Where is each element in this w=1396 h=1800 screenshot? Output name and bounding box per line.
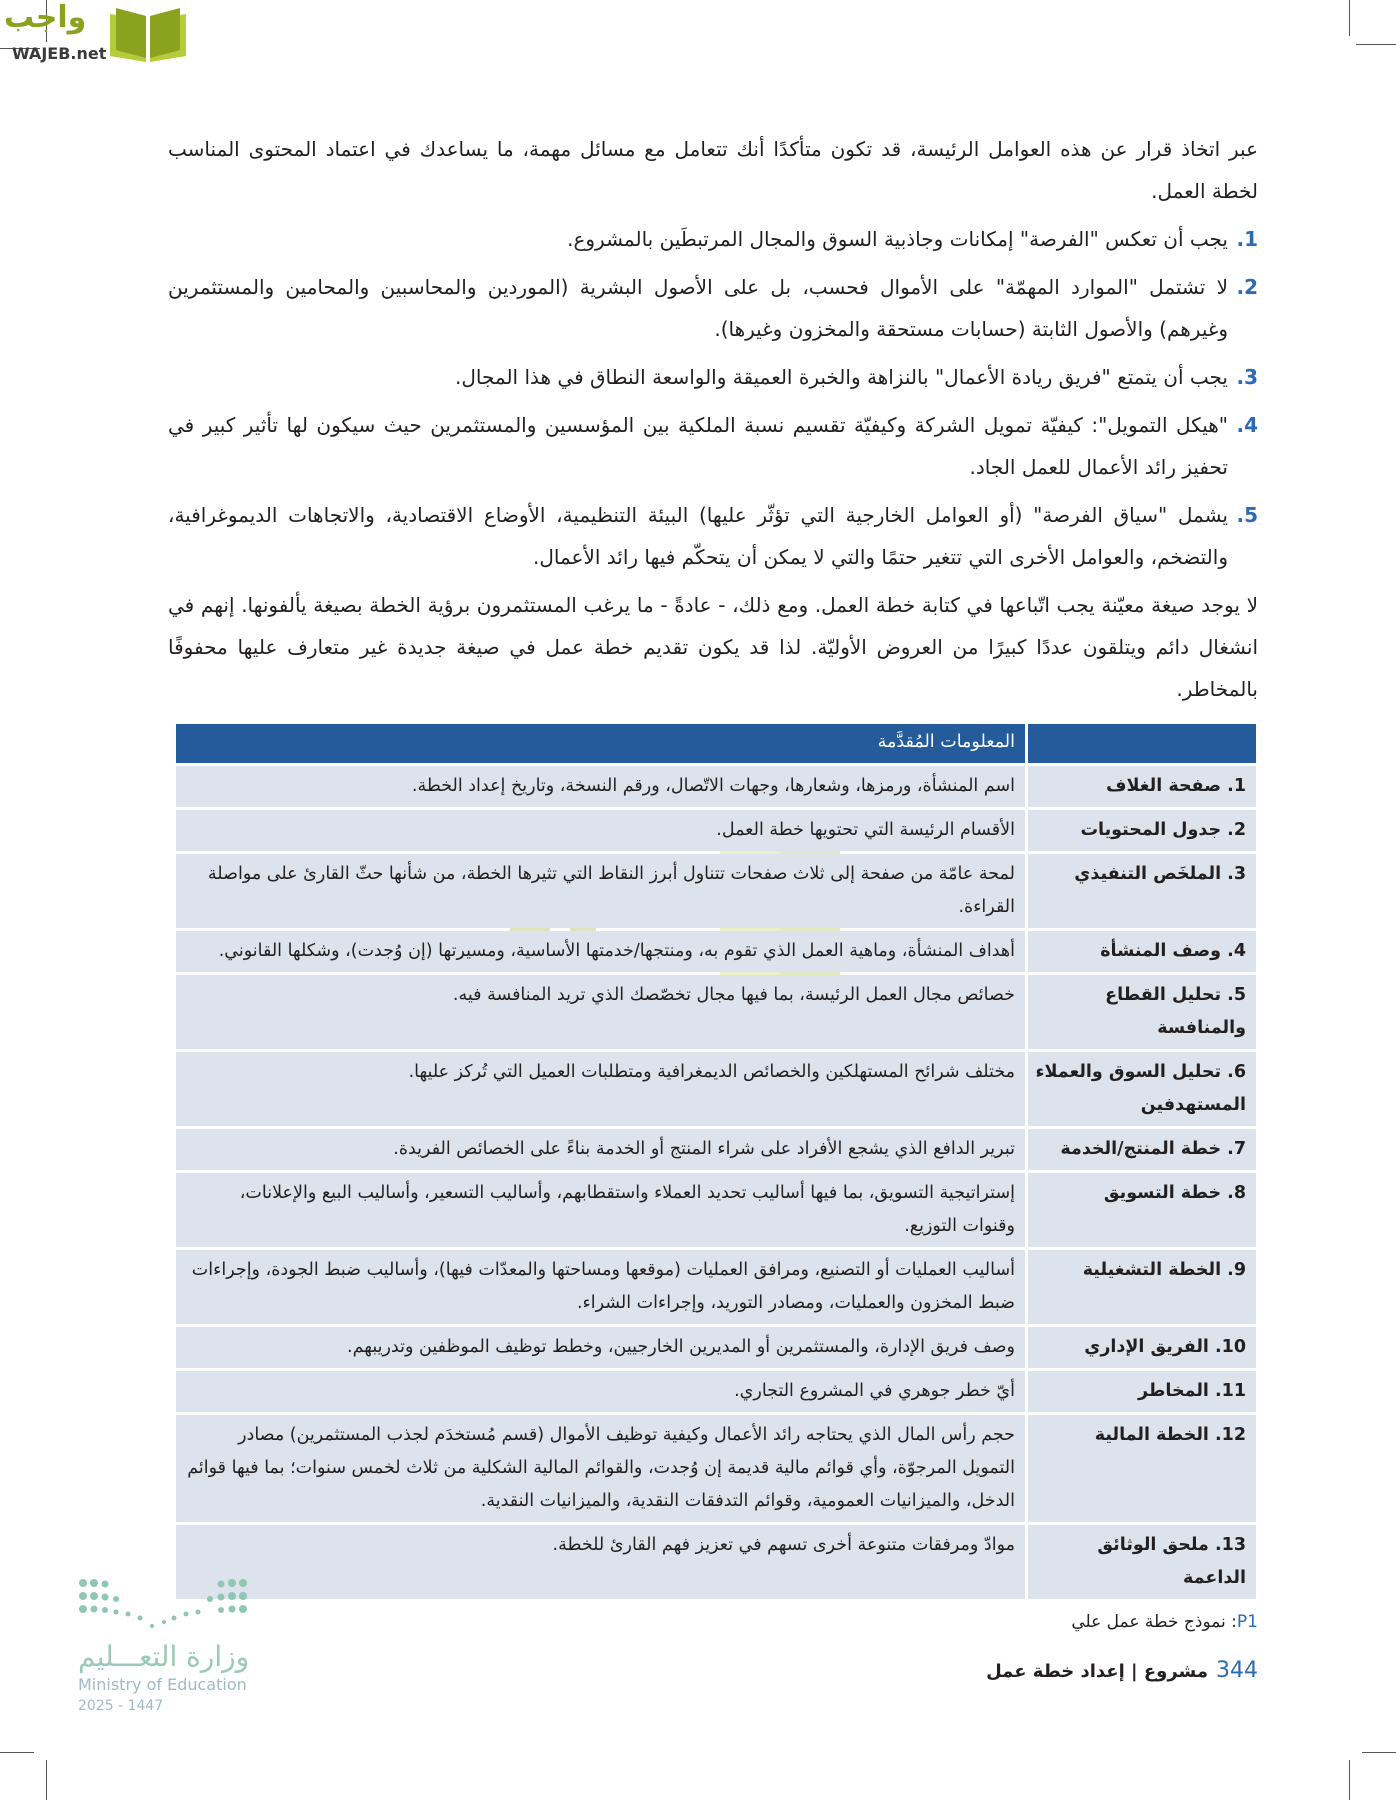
item-text: يشمل "سياق الفرصة" (أو العوامل الخارجية التي تؤثّر عليها) البيئة التنظيمية، الأوضاع الاقتصادية، والاتجاهات الديموغرافية، والتضخم، والعوامل الأخرى التي تتغير حتمًا والتي لا يمكن أن يتحكّم فيها رائد الأعمال. <box>168 503 1228 569</box>
section-description: اسم المنشأة، ورمزها، وشعارها، وجهات الاتّصال، ورقم النسخة، وتاريخ إعداد الخطة. <box>176 766 1025 807</box>
section-description: الأقسام الرئيسة التي تحتويها خطة العمل. <box>176 810 1025 851</box>
list-item <box>168 404 1258 488</box>
section-name: 12. الخطة المالية <box>1028 1415 1256 1522</box>
list-item <box>168 266 1258 350</box>
table-row <box>176 1415 1256 1522</box>
page-footer <box>168 1657 1258 1686</box>
section-name: 4. وصف المنشأة <box>1028 931 1256 972</box>
section-description: حجم رأس المال الذي يحتاجه رائد الأعمال وكيفية توظيف الأموال (قسم مُستخدَم لجذب المستثمرين) مصادر التمويل المرجوّة، وأي قوائم مالية قديمة إن وُجدت، والقوائم المالية الشكلية من ثلاث لخمس سنوات؛ بما فيها قوائم الدخل، والميزانيات العمومية، وقوائم التدفقات النقدية، والميزانيات النقدية. <box>176 1415 1025 1522</box>
section-name: 6. تحليل السوق والعملاء المستهدفين <box>1028 1052 1256 1126</box>
page-flow <box>168 128 1258 1686</box>
caption-id: P1 <box>1236 1612 1258 1632</box>
table-header <box>176 724 1256 763</box>
table-caption <box>168 1609 1258 1635</box>
list-item <box>168 356 1258 398</box>
footer-text: مشروع | إعداد خطة عمل <box>986 1661 1208 1682</box>
table-row <box>176 1052 1256 1126</box>
ministry-logo <box>78 1578 258 1716</box>
business-plan-table <box>176 724 1256 1599</box>
list-item <box>168 494 1258 578</box>
table-row <box>176 975 1256 1049</box>
table-row <box>176 1327 1256 1368</box>
table-row <box>176 931 1256 972</box>
crop-mark <box>1362 1752 1396 1753</box>
section-description: لمحة عامّة من صفحة إلى ثلاث صفحات تتناول أبرز النقاط التي تثيرها الخطة، من شأنها حثّ القارئ على مواصلة القراءة. <box>176 854 1025 928</box>
table-row <box>176 766 1256 807</box>
section-name: 13. ملحق الوثائق الداعمة <box>1028 1525 1256 1599</box>
main-content <box>168 128 1258 710</box>
header-label <box>1028 724 1256 763</box>
crop-mark <box>1356 44 1396 45</box>
book-icon <box>106 4 190 64</box>
caption-text: : نموذج خطة عمل علي <box>1071 1612 1237 1632</box>
section-description: موادّ ومرفقات متنوعة أخرى تسهم في تعزيز فهم القارئ للخطة. <box>176 1525 1025 1599</box>
section-name: 10. الفريق الإداري <box>1028 1327 1256 1368</box>
item-number: 2. <box>1236 275 1258 299</box>
section-description: تبرير الدافع الذي يشجع الأفراد على شراء المنتج أو الخدمة بناءً على الخصائص الفريدة. <box>176 1129 1025 1170</box>
format-paragraph: لا يوجد صيغة معيّنة يجب اتّباعها في كتابة خطة العمل. ومع ذلك، - عادةً - ما يرغب المستثمرون برؤية الخطة بصيغة يألفونها. إنهم في انشغال دائم ويتلقون عددًا كبيرًا من العروض الأوليّة. لذا قد يكون تقديم خطة عمل في صيغة جديدة غير متعارف عليها محفوفًا بالمخاطر. <box>168 593 1258 701</box>
section-name: 2. جدول المحتويات <box>1028 810 1256 851</box>
section-description: أساليب العمليات أو التصنيع، ومرافق العمليات (موقعها ومساحتها والمعدّات فيها)، وأساليب ضبط الجودة، وإجراءات ضبط المخزون والعمليات، ومصادر التوريد، وإجراءات الشراء. <box>176 1250 1025 1324</box>
section-name: 11. المخاطر <box>1028 1371 1256 1412</box>
item-text: يجب أن يتمتع "فريق ريادة الأعمال" بالنزاهة والخبرة العميقة والواسعة النطاق في هذا المجال. <box>455 365 1228 389</box>
list-item <box>168 218 1258 260</box>
section-description: مختلف شرائح المستهلكين والخصائص الديمغرافية ومتطلبات العميل التي تُركز عليها. <box>176 1052 1025 1126</box>
logo-latin: WAJEB.net <box>12 44 107 63</box>
section-name: 5. تحليل القطاع والمنافسة <box>1028 975 1256 1049</box>
section-name: 7. خطة المنتج/الخدمة <box>1028 1129 1256 1170</box>
table-row <box>176 810 1256 851</box>
table-row <box>176 1250 1256 1324</box>
crop-mark <box>0 1752 34 1753</box>
section-name: 3. الملخَص التنفيذي <box>1028 854 1256 928</box>
table-row <box>176 1129 1256 1170</box>
section-name: 1. صفحة الغلاف <box>1028 766 1256 807</box>
section-name: 8. خطة التسويق <box>1028 1173 1256 1247</box>
crop-mark <box>1349 0 1350 36</box>
header-value: المعلومات المُقدَّمة <box>176 724 1025 763</box>
item-text: "هيكل التمويل": كيفيّة تمويل الشركة وكيفيّة تقسيم نسبة الملكية بين المؤسسين والمستثمرين حيث سيكون لها تأثير كبير في تحفيز رائد الأعمال للعمل الجاد. <box>168 413 1228 479</box>
page-number: 344 <box>1216 1658 1258 1683</box>
table-row <box>176 1525 1256 1599</box>
ministry-english: Ministry of Education <box>78 1675 247 1694</box>
crop-mark <box>46 1760 47 1800</box>
ministry-year: 2025 - 1447 <box>78 1698 164 1714</box>
section-description: خصائص مجال العمل الرئيسة، بما فيها مجال تخصّصك الذي تريد المنافسة فيه. <box>176 975 1025 1049</box>
item-number: 3. <box>1236 365 1258 389</box>
crop-mark <box>1349 1760 1350 1800</box>
item-number: 4. <box>1236 413 1258 437</box>
section-description: أيّ خطر جوهري في المشروع التجاري. <box>176 1371 1025 1412</box>
table-row <box>176 1371 1256 1412</box>
ministry-dots-icon <box>78 1578 248 1634</box>
section-name: 9. الخطة التشغيلية <box>1028 1250 1256 1324</box>
item-text: لا تشتمل "الموارد المهمّة" على الأموال فحسب، بل على الأصول البشرية (الموردين والمحاسبين والمحامين والمستثمرين وغيرهم) والأصول الثابتة (حسابات مستحقة والمخزون وغيرها). <box>168 275 1228 341</box>
logo-arabic: واجب <box>4 0 87 35</box>
section-description: إستراتيجية التسويق، بما فيها أساليب تحديد العملاء واستقطابهم، وأساليب التسعير، وأساليب البيع والإعلانات، وقنوات التوزيع. <box>176 1173 1025 1247</box>
item-number: 5. <box>1236 503 1258 527</box>
item-number: 1. <box>1236 227 1258 251</box>
section-description: وصف فريق الإدارة، والمستثمرين أو المديرين الخارجيين، وخطط توظيف الموظفين وتدريبهم. <box>176 1327 1025 1368</box>
ministry-arabic: وزارة التعـــليم <box>78 1640 250 1673</box>
item-text: يجب أن تعكس "الفرصة" إمكانات وجاذبية السوق والمجال المرتبطَين بالمشروع. <box>567 227 1228 251</box>
section-description: أهداف المنشأة، وماهية العمل الذي تقوم به، ومنتجها/خدمتها الأساسية، ومسيرتها (إن وُجدت)، وشكلها القانوني. <box>176 931 1025 972</box>
intro-paragraph: عبر اتخاذ قرار عن هذه العوامل الرئيسة، قد تكون متأكدًا أنك تتعامل مع مسائل مهمة، ما يساعدك في اعتماد المحتوى المناسب لخطة العمل. <box>168 137 1258 203</box>
table-row <box>176 1173 1256 1247</box>
table-row <box>176 854 1256 928</box>
